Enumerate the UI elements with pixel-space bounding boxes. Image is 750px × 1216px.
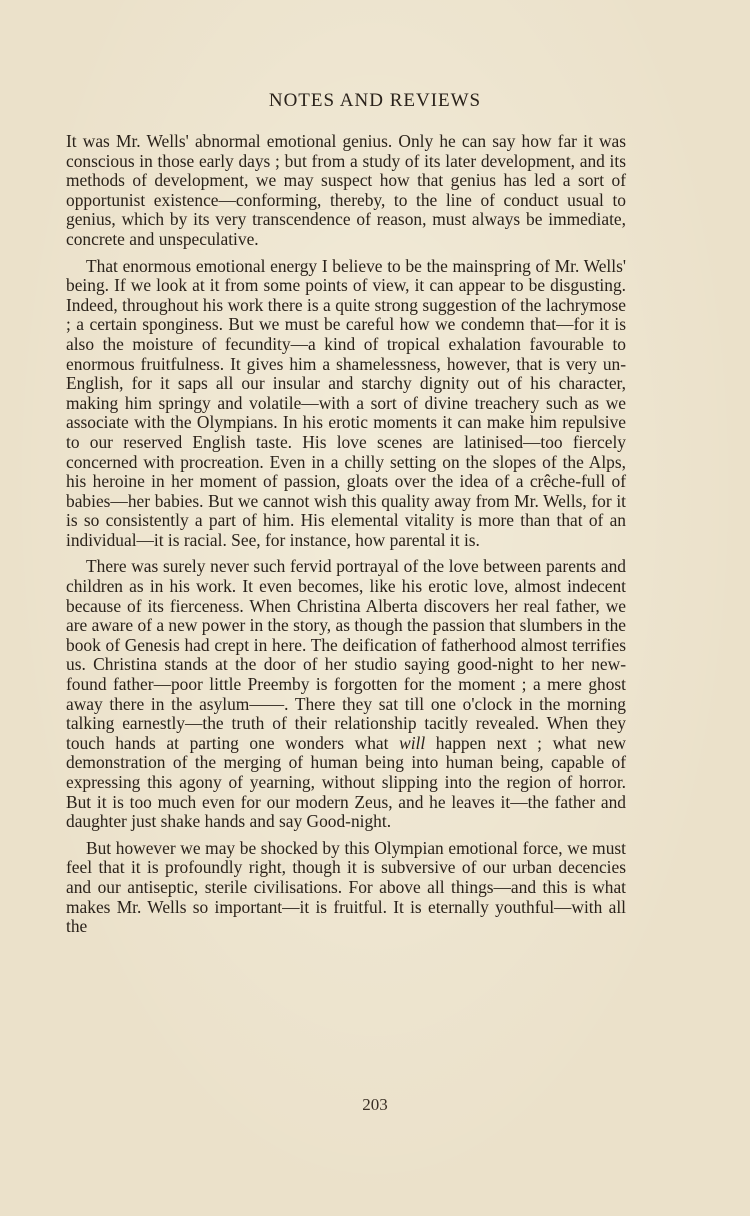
paragraph-4: But however we may be shocked by this Olympian emotional force, we must feel that it is profoundly right, though it is subversive of our urban decencies and our antiseptic, sterile civilisations. For above all things—and this is what makes Mr. Wells so important—it is fruitful. It is eternally youthful—with all the [66,837,626,937]
paragraph-3-italic-word: will [399,732,426,753]
paragraph-1: It was Mr. Wells' abnormal emotional genius. Only he can say how far it was conscious in those early days ; but from a study of its later development, and its methods of development, we may suspect how that genius has led a sort of opportunist existence—conforming, thereby, to the line of conduct usual to genius, which by its very transcendence of reason, must always be immediate, concrete and unspeculative. [66,131,626,249]
running-head: NOTES AND REVIEWS [268,90,482,111]
page-number: 203 [362,1095,388,1114]
body-text [66,132,626,944]
paragraph-3 [66,557,626,831]
paragraph-3-text-before: There was surely never such fervid portrayal of the love between parents and children as in his work. It even becomes, like his erotic love, almost indecent because of its fierceness. When Christina Alberta discovers her real father, we are aware of a new power in the story, as though the passion that slumbers in the book of Genesis had crept in here. The deification of fatherhood almost terrifies us. Christina stands at the door of her studio saying good-night to her new-found father—poor little Preemby is forgotten for the moment ; a mere ghost away there in the asylum——. There they sat till one o'clock in the morning talking earnestly—the truth of their relationship tacitly revealed. When they touch hands at parting one wonders what [66,556,626,753]
paragraph-2: That enormous emotional energy I believe to be the mainspring of Mr. Wells' being. If we look at it from some points of view, it can appear to be disgusting. Indeed, throughout his work there is a quite strong suggestion of the lachrymose ; a certain sponginess. But we must be careful how we condemn that—for it is also the moisture of fecundity—a kind of tropical exhalation favourable to enormous fruitfulness. It gives him a shamelessness, however, that is very un-English, for it saps all our insular and starchy dignity out of his character, making him springy and volatile—with a sort of divine treachery such as we associate with the Olympians. In his erotic moments it can make him repulsive to our reserved English taste. His love scenes are latinised—too fiercely concerned with procreation. Even in a chilly setting on the slopes of the Alps, his heroine in her moment of passion, gloats over the idea of a crêche-full of babies—her babies. But we cannot wish this quality away from Mr. Wells, for it is so consistently a part of him. His elemental vitality is more than that of an individual—it is racial. See, for instance, how parental it is. [66,255,626,550]
paragraph-3-text-after: happen next ; what new demonstration of the merging of human being into human being, capable of expressing this agony of yearning, without slipping into the region of horror. But it is too much even for our modern Zeus, and he leaves it—the father and daughter just shake hands and say Good-night. [66,732,626,832]
